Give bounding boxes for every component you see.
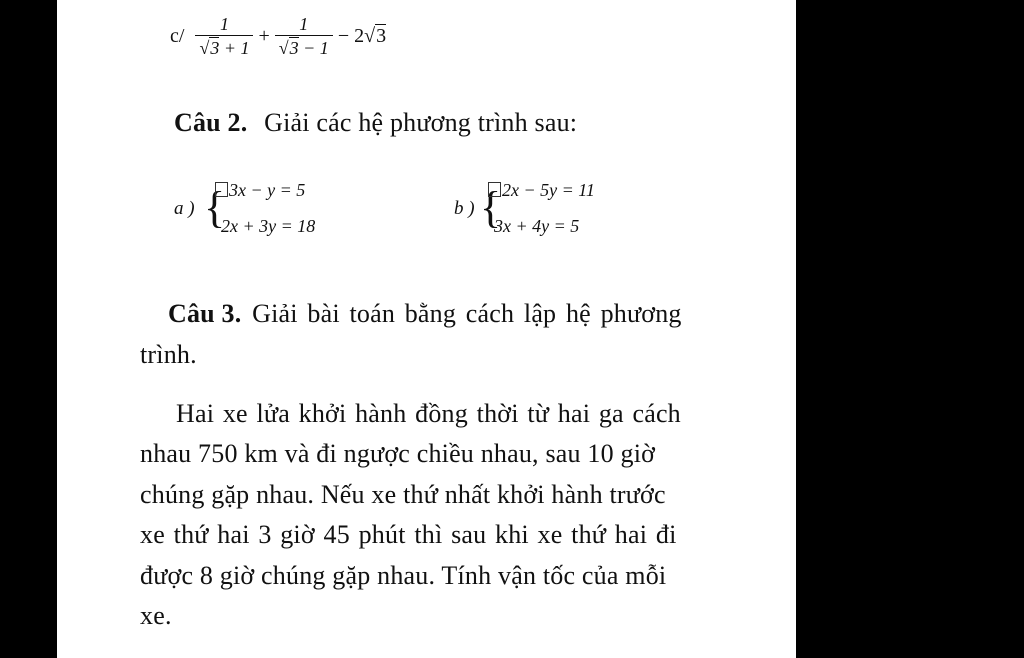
question-3-title: Câu 3. [168,299,242,328]
fraction-2-radicand: 3 [289,38,299,58]
tail-term: − 2√3 [337,25,387,47]
paragraph-line: Hai xe lửa khởi hành đồng thời từ hai ga cách [176,399,681,428]
tail-radicand: 3 [376,25,387,47]
system-b-label: b ) [454,198,475,219]
missing-glyph-icon [488,182,501,197]
system-b-equation-1 [488,180,595,201]
system-a-brace: { [204,183,226,232]
paragraph-line: nhau 750 km và đi ngược chiều nhau, sau 10 giờ [140,439,656,468]
system-b-eq1-text: 2x − 5y = 11 [502,180,595,200]
tail-prefix: − 2 [337,25,365,47]
fraction-1-den-suffix: + 1 [219,38,250,58]
plus-sign: + [258,25,270,47]
fraction-2 [275,14,333,59]
system-a-label: a ) [174,198,195,219]
question-3-heading [168,299,682,329]
paragraph-line: xe. [140,601,172,630]
paragraph-line: chúng gặp nhau. Nếu xe thứ nhất khởi hành trước [140,480,666,509]
fraction-2-numerator: 1 [299,14,309,34]
missing-glyph-icon [215,182,228,197]
fraction-2-denominator: √3 − 1 [275,35,333,59]
system-a-eq1-text: 3x − y = 5 [229,180,306,200]
fraction-1-numerator: 1 [219,14,229,34]
question-3-line1: Giải bài toán bằng cách lập hệ phương [252,299,682,328]
question-2-heading [174,108,577,138]
question-2-title: Câu 2. [174,108,248,137]
fraction-1 [195,14,253,59]
question-2-text: Giải các hệ phương trình sau: [264,108,578,137]
paragraph-line: được 8 giờ chúng gặp nhau. Tính vận tốc của mỗi [140,561,667,590]
paragraph-line: xe thứ hai 3 giờ 45 phút thì sau khi xe thứ hai đi [140,520,677,549]
system-b-brace: { [480,183,502,232]
system-a-equation-1 [215,180,305,201]
expression-c [170,14,386,59]
system-b-equation-2: 3x + 4y = 5 [494,216,580,236]
part-c-label: c/ [170,25,185,47]
fraction-1-denominator: √3 + 1 [195,35,253,59]
fraction-2-den-suffix: − 1 [298,38,329,58]
system-a-equation-2: 2x + 3y = 18 [221,216,316,236]
document-page [57,0,796,658]
fraction-1-radicand: 3 [210,38,220,58]
question-3-line2: trình. [140,340,197,369]
